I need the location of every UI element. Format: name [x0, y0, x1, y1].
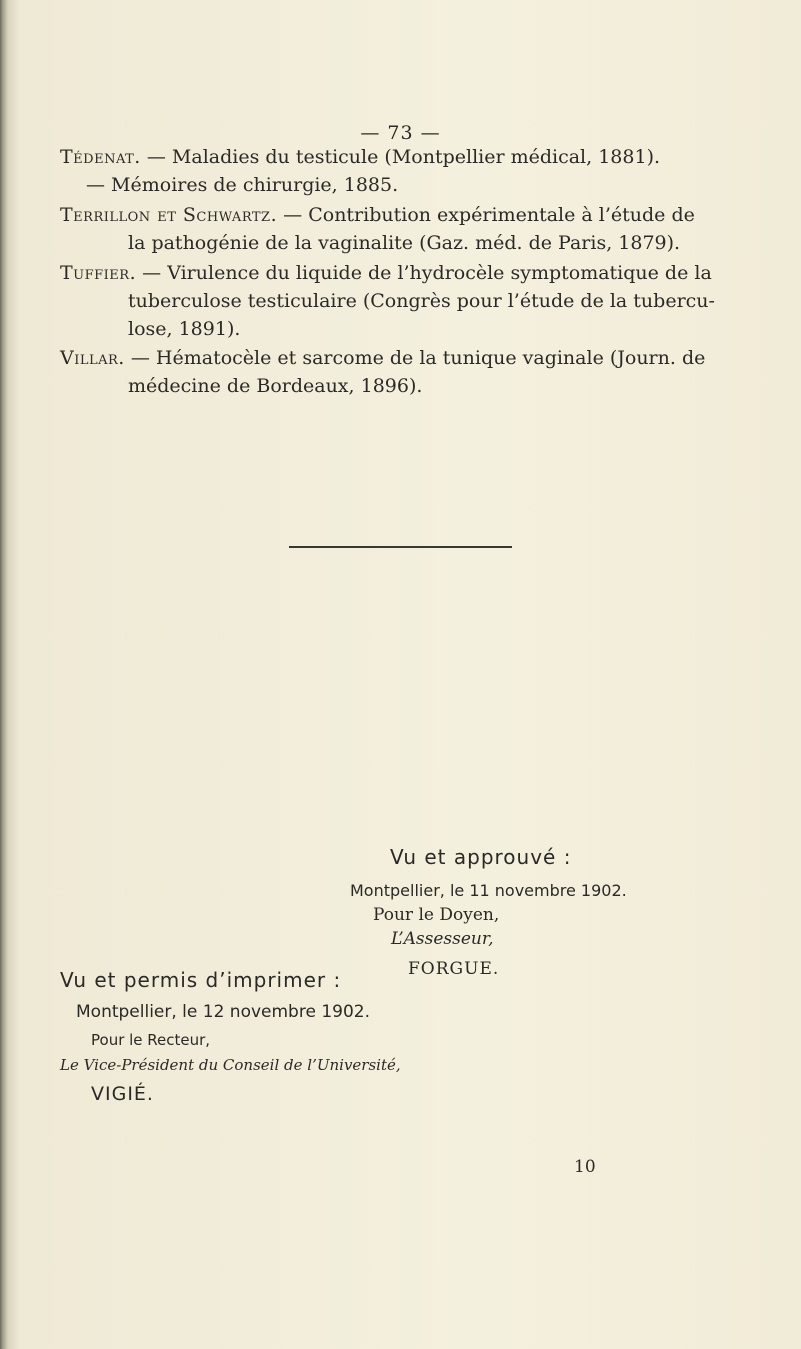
- bib-continuation: médecine de Bordeaux, 1896).: [128, 375, 423, 397]
- bib-continuation: la pathogénie de la vaginalite (Gaz. méd. de Paris, 1879).: [128, 232, 681, 254]
- permit-role: Le Vice-Président du Conseil de l’Université,: [60, 1056, 401, 1074]
- permit-title: Vu et permis d’imprimer :: [60, 968, 342, 992]
- bib-text: — Virulence du liquide de l’hydrocèle symptomatique de la: [142, 262, 712, 284]
- section-divider: [289, 546, 512, 548]
- bib-author: Villar.: [60, 347, 125, 369]
- bib-author: Tuffier.: [60, 262, 137, 284]
- permit-place-date: Montpellier, le 12 novembre 1902.: [76, 1002, 370, 1022]
- bib-entry-villar: [60, 344, 760, 400]
- bib-entry-tuffier: [60, 259, 760, 343]
- signature-mark: 10: [574, 1157, 596, 1177]
- bib-author: Tédenat.: [60, 146, 141, 168]
- page-number: — 73 —: [360, 122, 441, 144]
- approval-title: Vu et approuvé :: [390, 845, 572, 869]
- bib-entry-terrillon: [60, 201, 760, 257]
- approval-signature: FORGUE.: [408, 959, 500, 979]
- bib-author: Terrillon et Schwartz.: [60, 204, 278, 226]
- bib-continuation: tuberculose testiculaire (Congrès pour l’étude de la tubercu-: [128, 290, 715, 312]
- permit-pour: Pour le Recteur,: [91, 1031, 211, 1049]
- bib-text: — Hématocèle et sarcome de la tunique vaginale (Journ. de: [130, 347, 706, 369]
- bib-text: — Mémoires de chirurgie, 1885.: [86, 174, 399, 196]
- approval-place-date: Montpellier, le 11 novembre 1902.: [350, 881, 627, 900]
- approval-pour: Pour le Doyen,: [373, 905, 500, 925]
- bib-entry-tedenat-2: [60, 171, 760, 199]
- bib-entry-tedenat-1: [60, 143, 760, 171]
- bib-text: — Contribution expérimentale à l’étude de: [283, 204, 695, 226]
- approval-role: L’Assesseur,: [391, 929, 494, 949]
- bib-text: — Maladies du testicule (Montpellier médical, 1881).: [146, 146, 661, 168]
- permit-signature: VIGIÉ.: [91, 1083, 154, 1105]
- bib-continuation: lose, 1891).: [128, 318, 241, 340]
